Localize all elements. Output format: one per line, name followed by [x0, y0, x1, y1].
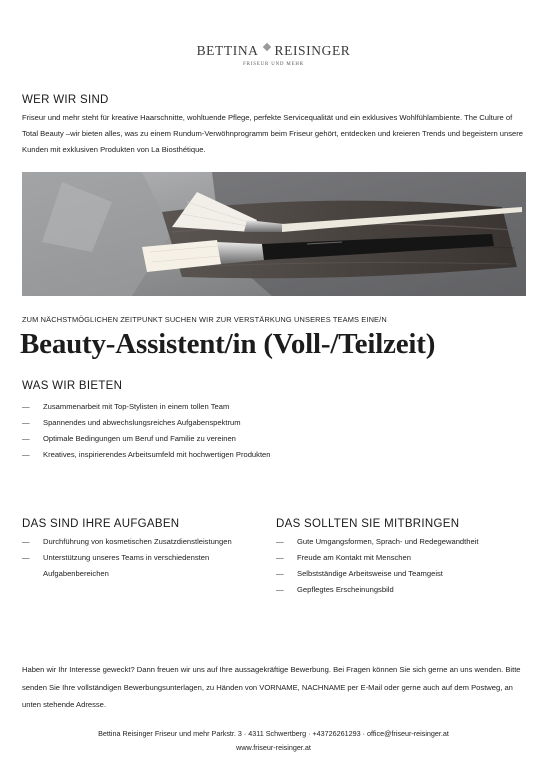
about-heading: WER WIR SIND	[22, 94, 109, 106]
list-item: — Gute Umgangsformen, Sprach- und Redegewandtheit	[276, 534, 526, 550]
logo-name-first: BETTINA	[196, 43, 259, 58]
footer-website-link[interactable]: www.friseur-reisinger.at	[236, 743, 311, 752]
company-logo	[0, 42, 547, 67]
list-item: — Optimale Bedingungen um Beruf und Familie zu vereinen	[22, 431, 522, 447]
list-item: — Durchführung von kosmetischen Zusatzdienstleistungen	[22, 534, 257, 550]
job-subheading: ZUM NÄCHSTMÖGLICHEN ZEITPUNKT SUCHEN WIR ZUR VERSTÄRKUNG UNSERES TEAMS EINE/N	[22, 315, 387, 324]
requirements-list	[276, 534, 526, 598]
logo-tagline: FRISEUR UND MEHR	[243, 62, 304, 67]
product-photo-brushes	[22, 172, 526, 296]
closing-text: Haben wir Ihr Interesse geweckt? Dann freuen wir uns auf Ihre aussagekräftige Bewerbung. Bei Fragen können Sie sich gerne an uns wenden. Bitte senden Sie Ihre vollständigen Bewerbungsunterlagen, zu Händen von VORNAME, NACHNAME per E-Mail oder gerne auch auf dem Postweg, an unten stehende Adresse.	[22, 665, 521, 709]
logo-name-last: REISINGER	[274, 43, 351, 58]
footer-address: Bettina Reisinger Friseur und mehr Parkstr. 3 · 4311 Schwertberg · +43726261293 · office@friseur-reisinger.at	[98, 729, 449, 738]
brushes-illustration	[22, 172, 526, 296]
logo-wordmark	[197, 43, 351, 59]
list-item: — Selbstständige Arbeitsweise und Teamgeist	[276, 566, 526, 582]
list-item: — Gepflegtes Erscheinungsbild	[276, 582, 526, 598]
list-item: — Zusammenarbeit mit Top-Stylisten in einem tollen Team	[22, 399, 522, 415]
logo-diamond-icon	[262, 43, 270, 51]
offer-heading: WAS WIR BIETEN	[22, 380, 123, 392]
tasks-heading: DAS SIND IHRE AUFGABEN	[22, 518, 180, 530]
requirements-heading: DAS SOLLTEN SIE MITBRINGEN	[276, 518, 460, 530]
list-item: — Spannendes und abwechslungsreiches Aufgabenspektrum	[22, 415, 522, 431]
list-item: — Freude am Kontakt mit Menschen	[276, 550, 526, 566]
offer-list	[22, 399, 522, 463]
tasks-list	[22, 534, 257, 582]
job-title: Beauty-Assistent/in (Voll-/Teilzeit)	[20, 328, 436, 360]
list-item: — Kreatives, inspirierendes Arbeitsumfeld mit hochwertigen Produkten	[22, 447, 522, 463]
about-text: Friseur und mehr steht für kreative Haarschnitte, wohltuende Pflege, perfekte Servicequalität und ein exklusives Wohlfühlambiente. The Culture of Total Beauty –wir bieten alles, was zu einem Rundum-Verwöhnprogramm beim Friseur gehört, entdecken und kreieren Trends und begeistern unsere Kunden mit exklusiven Produkten von La Biosthétique.	[22, 113, 524, 154]
footer	[0, 727, 547, 755]
list-item: — Unterstützung unseres Teams in verschiedensten Aufgabenbereichen	[22, 550, 257, 582]
